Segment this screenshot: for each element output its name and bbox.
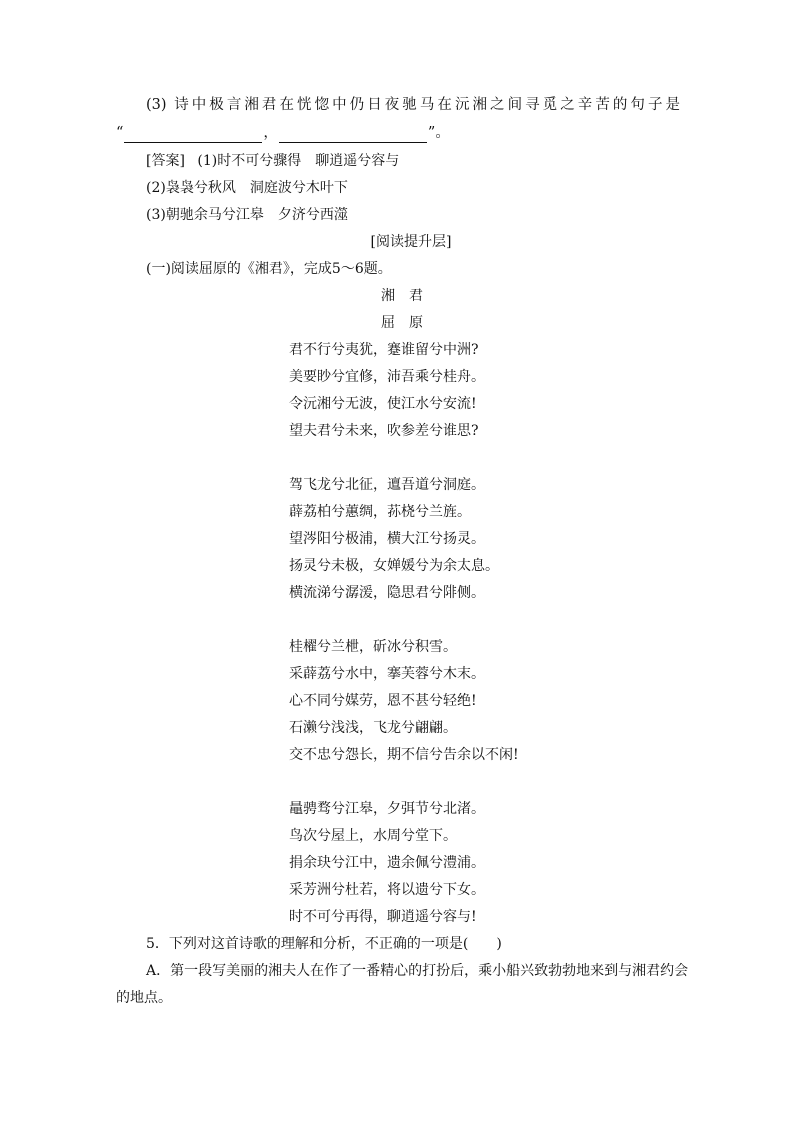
question-3-prefix: (3) <box>146 97 167 113</box>
poem-line: 捐余玦兮江中，遗余佩兮澧浦。 <box>289 855 485 871</box>
poem-title: 湘君 <box>381 288 437 304</box>
poem-line: 石濑兮浅浅，飞龙兮翩翩。 <box>289 720 457 736</box>
poem-author: 屈原 <box>381 315 437 331</box>
question-3-blanks <box>116 123 450 143</box>
answer-line-3: (3)朝驰余马兮江皋 夕济兮西澨 <box>146 207 348 223</box>
poem-line: 驾飞龙兮北征，邅吾道兮洞庭。 <box>289 477 485 493</box>
answer-line-2: (2)袅袅兮秋风 洞庭波兮木叶下 <box>146 180 348 196</box>
poem-line: 君不行兮夷犹，蹇谁留兮中洲? <box>289 342 479 358</box>
poem-line: 心不同兮媒劳，恩不甚兮轻绝! <box>289 693 477 709</box>
question-5-option-a-cont: 的地点。 <box>116 990 172 1006</box>
close-quote: ”。 <box>427 125 450 141</box>
poem-line: 望涔阳兮极浦，横大江兮扬灵。 <box>289 531 485 547</box>
section-heading: [阅读提升层] <box>370 234 452 250</box>
poem-line: 鸟次兮屋上，水周兮堂下。 <box>289 828 457 844</box>
answer-blank-2 <box>279 127 427 143</box>
question-5-stem: 5．下列对这首诗歌的理解和分析，不正确的一项是( ) <box>146 936 502 952</box>
blank-separator: ， <box>263 125 278 141</box>
answer-line-1 <box>146 151 399 171</box>
poem-line: 时不可兮再得，聊逍遥兮容与! <box>289 909 477 925</box>
question-3-body: 诗中极言湘君在恍惚中仍日夜驰马在沅湘之间寻觅之辛苦的句子是 <box>174 97 680 113</box>
poem-line: 令沅湘兮无波，使江水兮安流! <box>289 396 477 412</box>
answer-blank-1 <box>124 127 262 143</box>
poem-line: 望夫君兮未来，吹参差兮谁思? <box>289 423 479 439</box>
open-quote: “ <box>116 125 124 141</box>
answer-tag: [答案] <box>146 153 185 169</box>
reading-intro: (一)阅读屈原的《湘君》，完成5～6题。 <box>146 261 392 277</box>
poem-line: 鼂骋骛兮江皋，夕弭节兮北渚。 <box>289 801 485 817</box>
poem-line: 横流涕兮潺湲，隐思君兮陫侧。 <box>289 585 485 601</box>
question-5-option-a: A．第一段写美丽的湘夫人在作了一番精心的打扮后，乘小船兴致勃勃地来到与湘君约会 <box>146 963 689 979</box>
poem-line: 扬灵兮未极，女婵媛兮为余太息。 <box>289 558 499 574</box>
poem-line: 交不忠兮怨长，期不信兮告余以不闲! <box>289 747 519 763</box>
poem-line: 采薜荔兮水中，搴芙蓉兮木末。 <box>289 666 485 682</box>
poem-line: 采芳洲兮杜若，将以遗兮下女。 <box>289 882 485 898</box>
poem-line: 桂櫂兮兰枻，斫冰兮积雪。 <box>289 639 457 655</box>
poem-line: 薜荔柏兮蕙绸，荪桡兮兰旌。 <box>289 504 471 520</box>
poem-line: 美要眇兮宜修，沛吾乘兮桂舟。 <box>289 369 485 385</box>
question-3-text <box>146 95 680 115</box>
answer-1: (1)时不可兮骤得 聊逍遥兮容与 <box>197 153 400 169</box>
